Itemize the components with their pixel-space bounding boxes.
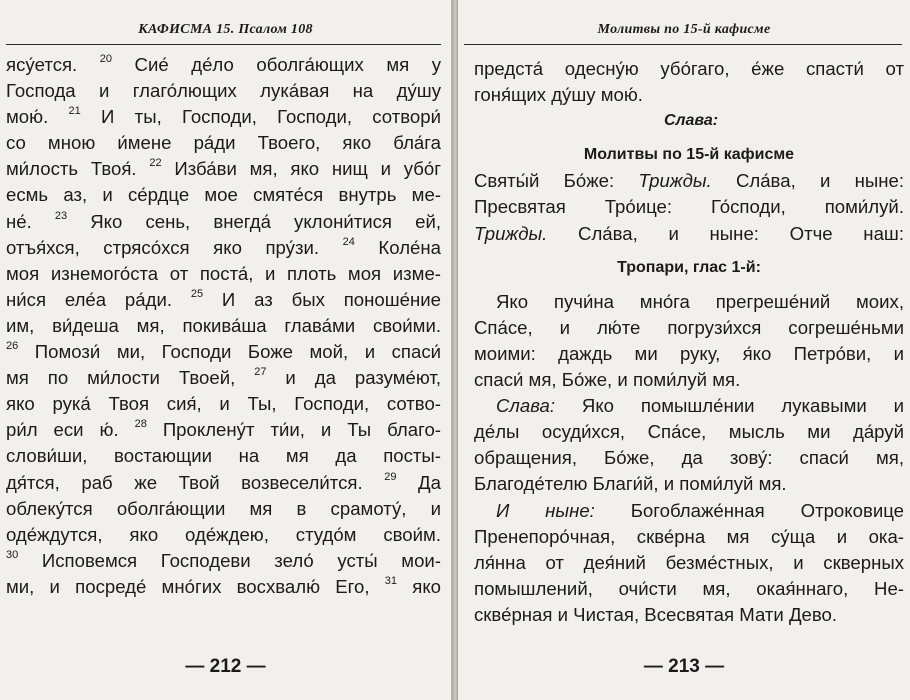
verse-number: 20 xyxy=(99,53,113,65)
right-page xyxy=(458,0,910,700)
text-line: Благоде́телю Благи́й, и поми́луй мя. xyxy=(474,473,787,495)
verse-number: 28 xyxy=(134,418,147,431)
text-line xyxy=(474,393,904,419)
text-run: отъя́хся, стрясо́хся яко пру́зи. xyxy=(6,236,343,258)
text-line: предста́ одесну́ю убо́гаго, е́же спасти́ от xyxy=(474,58,904,79)
text-run: со мною и́мене ра́ди Твоего, яко бла́га xyxy=(6,132,441,154)
text-run: моя изнемого́ста от поста́, и плоть моя изме- xyxy=(6,262,441,284)
left-header-rule xyxy=(6,44,441,45)
text-line xyxy=(6,78,441,104)
verse-number: 24 xyxy=(342,235,355,248)
text-line xyxy=(474,221,904,247)
text-line: де́лы осуди́хся, Спа́се, мысль ми да́руй xyxy=(474,421,904,443)
verse-number: 21 xyxy=(68,105,81,118)
text-line xyxy=(6,417,441,443)
text-run: Яко сень, внегда́ уклони́тися ей, xyxy=(67,210,441,232)
text-line xyxy=(6,574,441,600)
text-line xyxy=(6,470,441,496)
text-run: ми, и посреде́ мно́гих восхвалю́ Его, xyxy=(6,575,385,597)
text-run: мою́. xyxy=(6,106,69,128)
prayers-title: Молитвы по 15-й кафисме xyxy=(583,146,795,164)
left-page-text xyxy=(6,52,441,600)
left-page-header: КАФИСМА 15. Псалом 108 xyxy=(138,22,313,37)
text-run: не́. xyxy=(6,210,55,232)
text-line: помышлений, очи́сти мя, окая́ннаго, Не- xyxy=(474,577,904,599)
slava-heading: Слава: xyxy=(664,112,719,130)
text-line xyxy=(6,209,441,235)
text-run: И ты, Господи, Господи, сотвори́ xyxy=(80,106,441,128)
troparia-title: Тропари, глас 1-й: xyxy=(617,258,761,276)
text-run: И аз бых поноше́ние xyxy=(203,288,441,310)
text-line xyxy=(474,168,904,194)
text-run: яко xyxy=(397,575,442,597)
text-run: облеку́тся оболга́ющии мя в срамоту́, и xyxy=(6,497,441,519)
rubric: Трижды. xyxy=(638,170,712,192)
text-run: яко рука́ Твоя сия́, и Ты, Господи, сотво- xyxy=(6,393,441,415)
text-run: дя́тся, раб же Твой возвесели́тся. xyxy=(6,471,385,493)
text-run: им, ви́деша мя, покива́ша глава́ми свои́ми. xyxy=(6,314,441,336)
verse-number: 30 xyxy=(6,548,19,561)
verse-number: 27 xyxy=(254,366,267,379)
verse-number: 22 xyxy=(149,157,162,170)
text-run: Сла́ва, и ныне: Отче наш: xyxy=(547,222,904,244)
right-page-text xyxy=(474,56,904,628)
text-run: ри́л еси ю́. xyxy=(6,419,135,441)
text-line: ля́нна от дея́ний безме́стных, и скверных xyxy=(474,551,904,573)
right-page-number: — 213 — xyxy=(643,656,725,677)
text-line xyxy=(6,156,441,182)
text-line: обращения, Бо́же, да зову́: спаси́ мя, xyxy=(474,447,904,469)
text-line xyxy=(6,130,441,156)
text-line xyxy=(6,104,441,130)
verse-number: 26 xyxy=(6,340,19,353)
text-line xyxy=(6,287,441,313)
text-run: Помози́ ми, Господи Боже мой, и спаси́ xyxy=(18,341,441,363)
text-run: Сла́ва, и ныне: xyxy=(711,170,904,192)
text-line xyxy=(6,548,441,574)
text-line: Яко пучи́на мно́га прегреше́ний моих, xyxy=(496,290,904,312)
text-run: Господа и глаго́лющих лука́вая на ду́шу xyxy=(6,80,441,102)
text-line xyxy=(6,522,441,548)
text-run: ясу́ется. xyxy=(6,54,100,75)
text-run: Изба́ви мя, яко нищ и убо́г xyxy=(161,158,441,180)
text-run: Исповемся Господеви зело́ усты́ мои- xyxy=(18,549,441,571)
verse-number: 29 xyxy=(384,470,397,483)
text-line: спаси́ мя, Бо́же, и поми́луй мя. xyxy=(474,369,741,391)
text-line xyxy=(6,496,441,522)
text-line: скве́рная и Чистая, Всесвятая Мати Дево. xyxy=(474,603,838,625)
text-run: Да xyxy=(396,471,441,493)
left-page-number: — 212 — xyxy=(185,656,266,677)
right-page-header: Молитвы по 15-й кафисме xyxy=(597,22,771,37)
text-run: Проклену́т ти́и, и Ты благо- xyxy=(146,419,441,441)
text-run: мя по ми́лости Твоей, xyxy=(6,367,255,389)
text-line xyxy=(6,443,441,469)
text-run: и да разуме́ют, xyxy=(266,367,442,389)
text-run: Яко помышле́нии лукавыми и xyxy=(555,395,904,417)
text-run: Сие́ де́ло оболга́ющих мя у xyxy=(112,54,442,75)
text-line xyxy=(6,261,441,287)
right-header-rule xyxy=(464,44,902,45)
text-line: Пренепоро́чная, скве́рна мя су́ща и ока- xyxy=(474,525,904,547)
text-run: Святы́й Бо́же: xyxy=(474,170,639,192)
text-run: ми́лость Твоя́. xyxy=(6,158,150,180)
verse-number: 23 xyxy=(54,209,68,222)
text-run: Коле́на xyxy=(354,236,441,258)
text-line xyxy=(6,235,441,261)
rubric: Трижды. xyxy=(474,222,548,244)
text-run: ни́ся еле́а ра́ди. xyxy=(6,288,191,310)
text-line: моими: даждь ми руку, я́ко Петро́ви, и xyxy=(474,342,904,364)
text-line: Пресвятая Тро́ице: Го́споди, поми́луй. xyxy=(474,196,904,218)
text-line: гоня́щих ду́шу мою́. xyxy=(474,84,643,106)
text-line xyxy=(6,339,441,365)
text-run: оде́ждутся, яко оде́ждею, студо́м свои́м. xyxy=(6,523,441,545)
text-line xyxy=(6,182,441,208)
text-line xyxy=(6,391,441,417)
rubric: И ныне: xyxy=(496,499,595,521)
text-line: Спа́се, и лю́те погрузи́хся согреше́ньми xyxy=(474,316,904,338)
left-page xyxy=(0,0,452,700)
text-run: слови́ши, востающии на мя да посты- xyxy=(6,445,441,467)
text-line xyxy=(6,365,441,391)
verse-number: 31 xyxy=(384,574,398,587)
text-line xyxy=(6,52,441,78)
verse-number: 25 xyxy=(190,287,204,300)
text-line xyxy=(474,498,904,524)
text-line xyxy=(6,313,441,339)
text-run: Богоблаже́нная Отроковице xyxy=(594,499,904,521)
rubric: Слава: xyxy=(496,395,556,417)
text-run: есмь аз, и се́рдце мое смяте́ся внутрь ме- xyxy=(6,184,441,206)
